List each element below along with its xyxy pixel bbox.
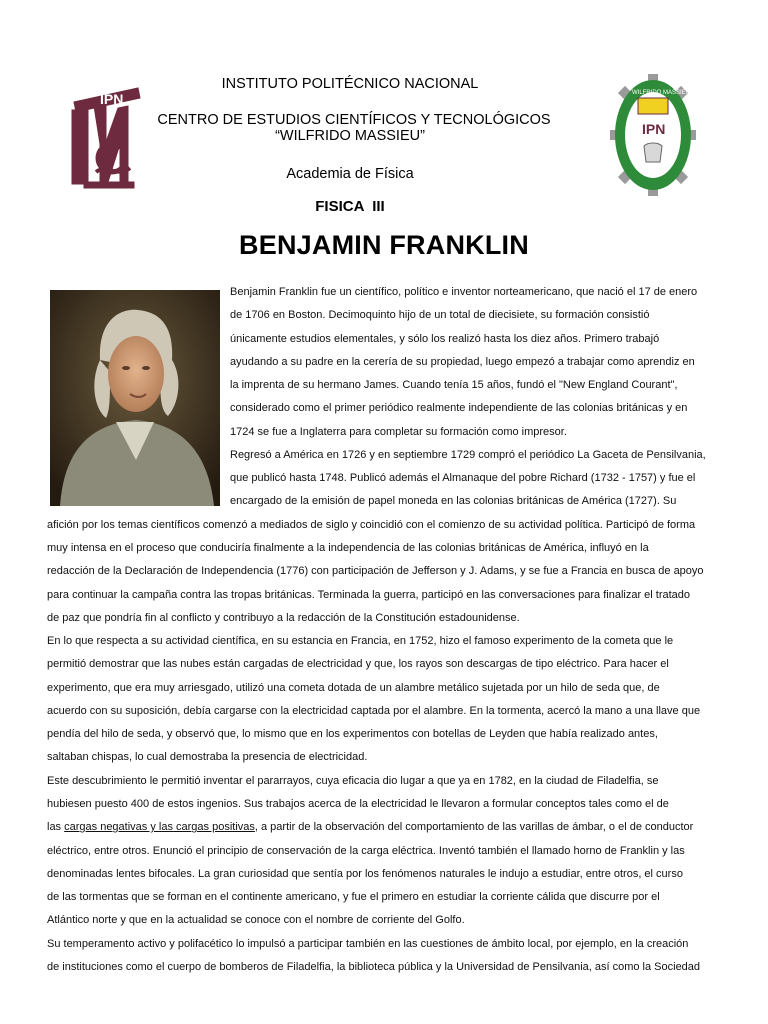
body-line-text: ayudando a su padre en la cerería de su propiedad, luego empezó a trabajar como aprendiz en	[230, 355, 695, 368]
body-line	[47, 913, 465, 927]
cecyt-logo-text: IPN	[642, 121, 666, 137]
body-line-text: de paz que pondría fin al conflicto y contribuyo a la redacción de la Constitución estadounidense.	[47, 611, 520, 624]
body-line	[230, 355, 695, 369]
body-line-text: eléctrico, entre otros. Enunció el principio de conservación de la carga eléctrica. Inventó también el llamado horno de Franklin y las	[47, 844, 685, 857]
body-line	[230, 494, 676, 508]
body-line	[230, 308, 649, 322]
body-line-text: Atlántico norte y que en la actualidad se conoce con el nombre de corriente del Golfo.	[47, 914, 465, 927]
cecyt-ring-top: WILFRIDO MASSIEU	[632, 90, 691, 96]
body-line	[47, 867, 683, 881]
body-line-text: Regresó a América en 1726 y en septiembre 1729 compró el periódico La Gaceta de Pensilvania,	[230, 448, 706, 461]
body-line-text: Benjamin Franklin fue un científico, político e inventor norteamericano, que nació el 17 de enero	[230, 286, 698, 298]
body-line-text: de instituciones como el cuerpo de bomberos de Filadelfia, la biblioteca pública y la Universidad de Pensilvania, así como la Sociedad	[47, 960, 701, 973]
body-line-text: muy intensa en el proceso que conduciría finalmente a la independencia de las colonias británicas de América, influyó en la	[47, 542, 649, 554]
body-line	[230, 471, 695, 485]
body-line-text: las	[47, 821, 65, 834]
body-line-text: que publicó hasta 1748. Publicó además el Almanaque del pobre Richard (1732 - 1757) y fue el	[230, 472, 696, 485]
body-line	[230, 448, 706, 462]
body-line	[230, 425, 567, 439]
body-line-text: pendía del hilo de seda, y observó que, lo mismo que en los experimentos con botellas de Leyden que había realizado antes,	[47, 728, 658, 741]
body-line	[47, 960, 700, 974]
course-name: FISICA III	[315, 198, 385, 215]
page-title: BENJAMIN FRANKLIN	[239, 230, 529, 260]
body-line-text: , a partir de la observación del comportamiento de las varillas de ámbar, o el de conductor	[254, 821, 694, 834]
body-line-text: acuerdo con su suposición, debía cargarse con la electricidad captada por el alambre. En la tormenta, acercó la mano a una llave que	[47, 704, 701, 717]
center-subname: “WILFRIDO MASSIEU”	[275, 128, 425, 144]
body-line	[47, 844, 685, 858]
body-line	[230, 285, 697, 299]
body-line-text: de 1706 en Boston. Decimoquinto hijo de un total de diecisiete, su formación consistió	[230, 309, 650, 322]
cecyt-logo	[608, 72, 698, 198]
body-line-text: 1724 se fue a Inglaterra para completar su formación como impresor.	[230, 425, 567, 438]
body-line-text: para continuar la campaña contra las tropas británicas. Terminada la guerra, participó en las conversaciones para finalizar el tratado	[47, 588, 691, 601]
body-line-text: permitió demostrar que las nubes están cargadas de electricidad y que, los rayos son descargas de tipo eléctrico. Para hacer el	[47, 658, 669, 671]
ipn-logo-text: IPN	[100, 91, 124, 107]
body-line	[47, 704, 700, 718]
body-line	[47, 750, 367, 764]
body-line	[230, 401, 687, 415]
body-line	[47, 518, 695, 532]
body-line	[47, 797, 669, 811]
body-line	[47, 634, 673, 648]
body-line-text: En lo que respecta a su actividad científica, en su estancia en Francia, en 1752, hizo el famoso experimento de la cometa que le	[47, 635, 674, 647]
body-line	[230, 378, 677, 392]
body-line-text: hubiesen puesto 400 de estos ingenios. Sus trabajos acerca de la electricidad le llevaron a formular conceptos tales como el de	[47, 797, 669, 810]
ipn-logo	[66, 82, 146, 192]
body-line-text: considerado como el primer periódico realmente independiente de las colonias británicas y en	[230, 402, 688, 415]
body-line-text: experimento, que era muy arriesgado, utilizó una cometa dotada de un alambre metálico sujetada por un hilo de seda que, de	[47, 681, 660, 694]
body-line-text: de las tormentas que se forman en el continente americano, y fue el primero en estudiar la corriente cálida que discurre por el	[47, 891, 660, 903]
body-line-text: saltaban chispas, lo cual demostraba la presencia de electricidad.	[47, 751, 368, 764]
body-line	[47, 657, 669, 671]
body-line	[47, 937, 688, 951]
body-line	[47, 774, 658, 788]
body-line	[47, 541, 649, 555]
center-name: CENTRO DE ESTUDIOS CIENTÍFICOS Y TECNOLÓGICOS	[157, 112, 551, 128]
body-line	[47, 588, 690, 602]
body-line-text: Su temperamento activo y polifacético lo impulsó a participar también en las cuestiones de ámbito local, por ejemplo, en la creación	[47, 937, 689, 950]
body-line	[47, 820, 693, 834]
body-line	[47, 727, 658, 741]
body-line-text: redacción de la Declaración de Independencia (1776) con participación de Jefferson y J. Adams, y se fue a Francia en busca de apoyo	[47, 565, 704, 578]
franklin-portrait	[50, 290, 220, 506]
body-line	[47, 611, 520, 625]
body-line-text: encargado de la emisión de papel moneda en las colonias británicas de América (1727). Su	[230, 495, 677, 508]
academy-name: Academia de Física	[286, 166, 414, 182]
body-line-text: Este descubrimiento le permitió inventar el pararrayos, cuya eficacia dio lugar a que ya en 1782, en la ciudad de Filadelfia, se	[47, 774, 659, 787]
body-line	[47, 564, 704, 578]
body-line	[230, 332, 659, 346]
institute-name: INSTITUTO POLITÉCNICO NACIONAL	[221, 76, 479, 92]
body-line-text: únicamente estudios elementales, y sólo los realizó hasta los diez años. Primero trabajó	[230, 332, 660, 345]
body-line	[47, 890, 660, 904]
body-line	[47, 681, 660, 695]
body-line-text: afición por los temas científicos comenzó a mediados de siglo y coincidió con el comienzo de su actividad política. Participó de forma	[47, 518, 696, 531]
charges-link[interactable]: cargas negativas y las cargas positivas	[64, 821, 255, 834]
body-line-text: denominadas lentes bifocales. La gran curiosidad que sentía por los fenómenos naturales le indujo a estudiar, entre otros, el curso	[47, 867, 683, 880]
body-line-text: la imprenta de su hermano James. Cuando tenía 15 años, fundó el "New England Courant",	[230, 379, 678, 392]
